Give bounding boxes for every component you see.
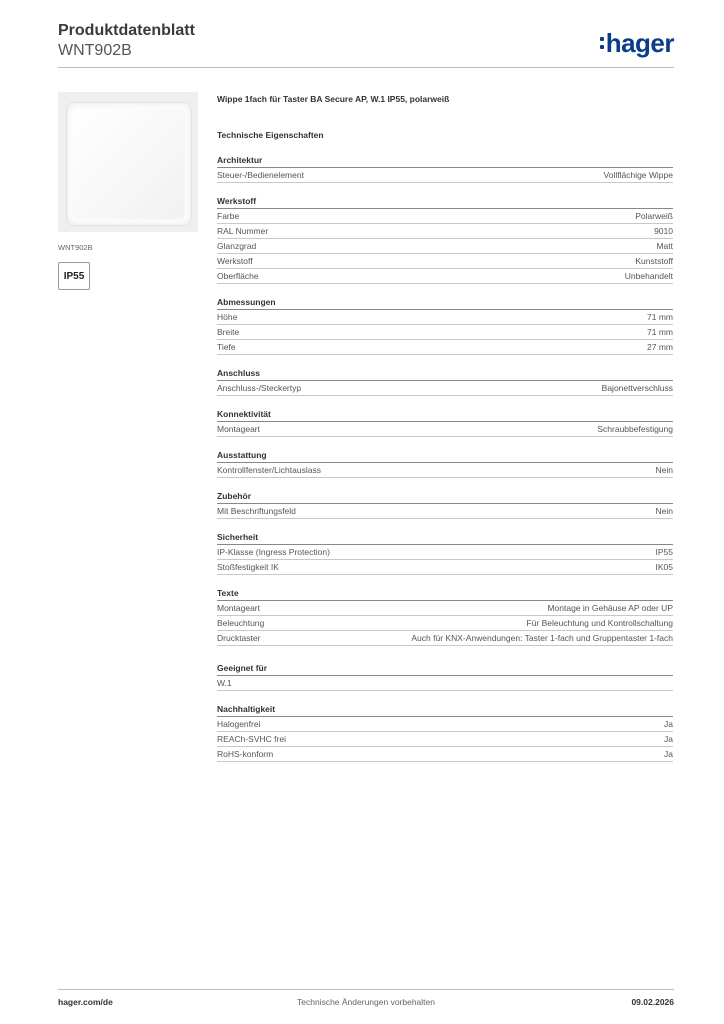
spec-label: RAL Nummer <box>217 226 269 236</box>
spec-label: RoHS-konform <box>217 749 274 759</box>
section-title: Anschluss <box>217 367 673 381</box>
footer-date: 09.02.2026 <box>631 997 674 1007</box>
spec-label: Höhe <box>217 312 238 322</box>
spec-row <box>217 168 673 183</box>
spec-label: Kontrollfenster/Lichtauslass <box>217 465 321 475</box>
page-header <box>58 20 674 68</box>
page-footer <box>58 997 674 1011</box>
spec-row <box>217 463 673 478</box>
spec-value: Unbehandelt <box>624 271 673 281</box>
spec-row <box>217 269 673 284</box>
spec-label: Breite <box>217 327 240 337</box>
technical-properties-heading: Technische Eigenschaften <box>217 130 324 140</box>
spec-section <box>217 662 673 691</box>
footer-divider <box>58 989 674 990</box>
section-title: Zubehör <box>217 490 673 504</box>
section-title: Werkstoff <box>217 195 673 209</box>
spec-label: Glanzgrad <box>217 241 257 251</box>
spec-section <box>217 367 673 396</box>
hager-logo <box>600 28 674 58</box>
logo-text: hager <box>605 28 674 58</box>
spec-row <box>217 325 673 340</box>
spec-row <box>217 239 673 254</box>
section-title: Konnektivität <box>217 408 673 422</box>
spec-label: IP-Klasse (Ingress Protection) <box>217 547 330 557</box>
section-title: Nachhaltigkeit <box>217 703 673 717</box>
spec-section <box>217 408 673 437</box>
spec-label: Oberfläche <box>217 271 259 281</box>
spec-value: Auch für KNX-Anwendungen: Taster 1-fach und Gruppentaster 1-fach <box>411 633 673 643</box>
spec-value: Montage in Gehäuse AP oder UP <box>547 603 673 613</box>
spec-section <box>217 703 673 762</box>
spec-value: Vollflächige Wippe <box>603 170 673 180</box>
ip-rating-badge: IP55 <box>58 262 90 290</box>
header-divider <box>58 67 674 68</box>
spec-value: Polarweiß <box>635 211 673 221</box>
spec-section <box>217 587 673 646</box>
document-title: Produktdatenblatt <box>58 22 195 39</box>
section-title: Abmessungen <box>217 296 673 310</box>
spec-label: Mit Beschriftungsfeld <box>217 506 296 516</box>
spec-value: Ja <box>664 719 673 729</box>
spec-row <box>217 310 673 325</box>
spec-section <box>217 531 673 575</box>
spec-value: IP55 <box>655 547 673 557</box>
spec-row <box>217 601 673 616</box>
spec-value: 71 mm <box>647 327 673 337</box>
spec-section <box>217 296 673 355</box>
product-code: WNT902B <box>58 42 132 59</box>
spec-row <box>217 254 673 269</box>
spec-label: Steuer-/Bedienelement <box>217 170 304 180</box>
product-image <box>58 92 198 232</box>
spec-value: Matt <box>656 241 673 251</box>
spec-label: REACh-SVHC frei <box>217 734 286 744</box>
spec-value: Kunststoff <box>635 256 673 266</box>
section-title: Texte <box>217 587 673 601</box>
spec-row <box>217 747 673 762</box>
spec-row <box>217 224 673 239</box>
spec-row <box>217 381 673 396</box>
image-caption: WNT902B <box>58 243 93 252</box>
spec-value: Für Beleuchtung und Kontrollschaltung <box>526 618 673 628</box>
spec-label: Stoßfestigkeit IK <box>217 562 279 572</box>
spec-label: Montageart <box>217 603 260 613</box>
spec-value: 27 mm <box>647 342 673 352</box>
spec-row <box>217 422 673 437</box>
spec-section <box>217 154 673 183</box>
spec-label: Montageart <box>217 424 260 434</box>
spec-row <box>217 616 673 631</box>
spec-row <box>217 676 673 691</box>
section-title: Geeignet für <box>217 662 673 676</box>
spec-row <box>217 545 673 560</box>
spec-value: 9010 <box>654 226 673 236</box>
spec-row <box>217 340 673 355</box>
spec-label: Werkstoff <box>217 256 253 266</box>
spec-section <box>217 449 673 478</box>
spec-value: Ja <box>664 734 673 744</box>
spec-value: Bajonettverschluss <box>601 383 673 393</box>
spec-label: Drucktaster <box>217 633 261 643</box>
spec-value: Ja <box>664 749 673 759</box>
footer-website: hager.com/de <box>58 997 113 1007</box>
spec-row <box>217 560 673 575</box>
section-title: Sicherheit <box>217 531 673 545</box>
spec-label: W.1 <box>217 678 232 688</box>
spec-value: Nein <box>655 465 673 475</box>
spec-section <box>217 490 673 519</box>
spec-value: Nein <box>655 506 673 516</box>
footer-notice: Technische Änderungen vorbehalten <box>297 997 435 1007</box>
spec-label: Anschluss-/Steckertyp <box>217 383 302 393</box>
spec-row <box>217 717 673 732</box>
spec-row <box>217 631 673 646</box>
spec-row <box>217 732 673 747</box>
section-title: Architektur <box>217 154 673 168</box>
logo-dots-icon <box>600 35 604 51</box>
spec-row <box>217 209 673 224</box>
product-name: Wippe 1fach für Taster BA Secure AP, W.1 IP55, polarweiß <box>217 94 450 104</box>
spec-sections <box>217 154 673 762</box>
spec-label: Beleuchtung <box>217 618 265 628</box>
spec-value: Schraubbefestigung <box>597 424 673 434</box>
spec-value: IK05 <box>655 562 673 572</box>
section-title: Ausstattung <box>217 449 673 463</box>
rocker-switch-image <box>66 102 192 226</box>
datasheet-content <box>217 92 673 774</box>
spec-label: Halogenfrei <box>217 719 261 729</box>
spec-section <box>217 195 673 284</box>
spec-label: Farbe <box>217 211 240 221</box>
spec-row <box>217 504 673 519</box>
spec-value: 71 mm <box>647 312 673 322</box>
spec-label: Tiefe <box>217 342 236 352</box>
